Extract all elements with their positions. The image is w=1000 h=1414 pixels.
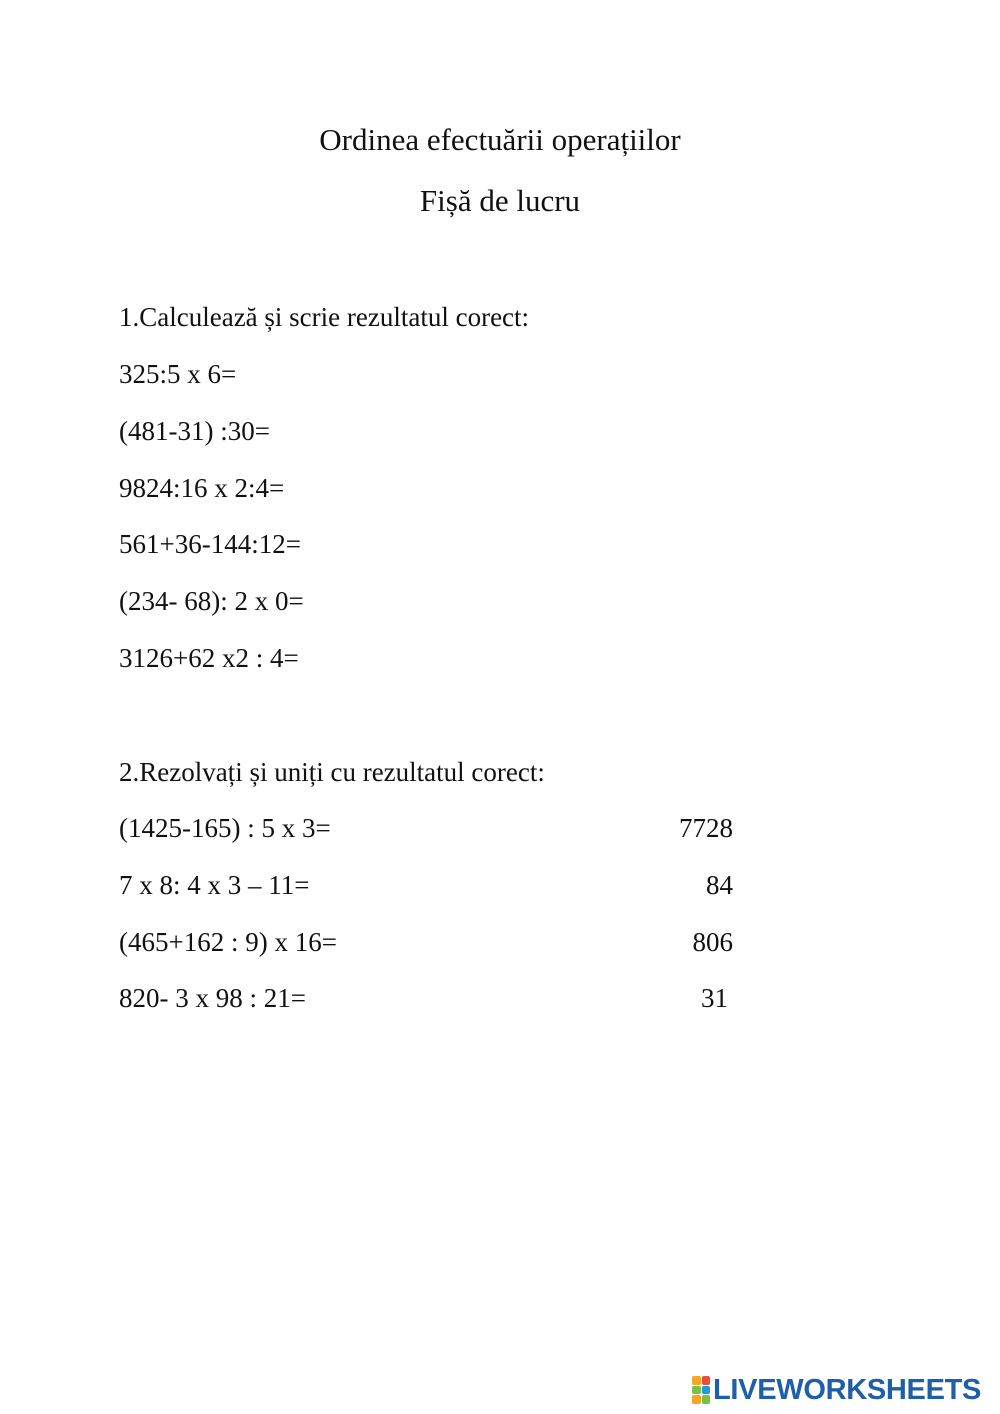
exercise-2-heading: 2.Rezolvați și uniți cu rezultatul corect: xyxy=(119,757,545,787)
exercise-2-answer: 84 xyxy=(706,870,733,900)
exercise-1-item: 3126+62 x2 : 4= xyxy=(119,643,299,673)
exercise-1-item: 561+36-144:12= xyxy=(119,529,301,559)
exercise-1-item: 325:5 x 6= xyxy=(119,359,237,389)
page-subtitle: Fișă de lucru xyxy=(419,183,581,218)
liveworksheets-logo xyxy=(692,1373,981,1407)
liveworksheets-logo-icon xyxy=(692,1376,710,1404)
exercise-1-item: (481-31) :30= xyxy=(119,416,270,446)
exercise-2-item: 7 x 8: 4 x 3 – 11= xyxy=(119,870,310,900)
page-title: Ordinea efectuării operațiilor xyxy=(319,122,681,157)
exercise-2-answer: 7728 xyxy=(679,813,733,843)
exercise-1-item: (234- 68): 2 x 0= xyxy=(119,586,304,616)
exercise-1-heading: 1.Calculează și scrie rezultatul corect: xyxy=(119,302,530,332)
exercise-2-item: (1425-165) : 5 x 3= xyxy=(119,813,331,843)
exercise-2-answer: 31 xyxy=(701,983,728,1013)
exercise-2-item: 820- 3 x 98 : 21= xyxy=(119,983,306,1013)
exercise-1-item: 9824:16 x 2:4= xyxy=(119,473,285,503)
exercise-2-answer: 806 xyxy=(692,927,733,957)
exercise-2-item: (465+162 : 9) x 16= xyxy=(119,927,337,957)
liveworksheets-logo-text: LIVEWORKSHEETS xyxy=(713,1374,982,1406)
